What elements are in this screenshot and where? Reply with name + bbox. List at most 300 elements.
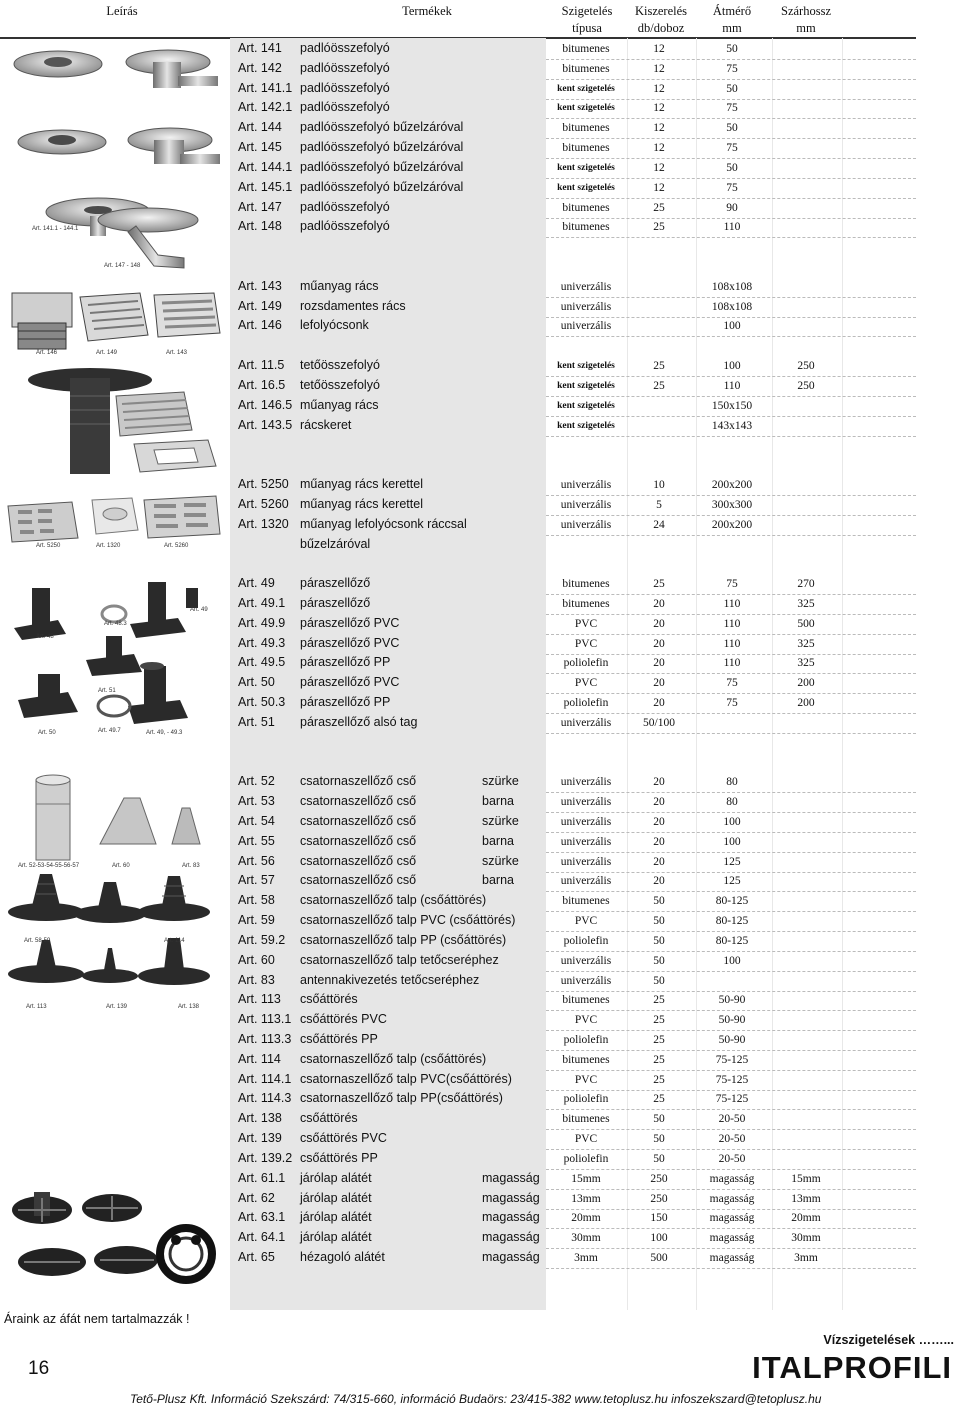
table-row <box>236 179 916 199</box>
insulation-type: univerzális <box>560 796 612 809</box>
product-note: magasság <box>482 1170 540 1185</box>
product-name: bűzelzáróval <box>300 536 371 551</box>
header-szarhossz: Szárhossz <box>781 4 831 18</box>
diameter: 200x200 <box>711 518 753 531</box>
article-number: Art. 59 <box>238 913 275 928</box>
table-row <box>236 872 916 892</box>
diameter: 75 <box>726 697 738 710</box>
product-name: padlóösszefolyó bűzelzáróval <box>300 120 464 135</box>
product-name: lefolyócsonk <box>300 318 369 333</box>
table-row <box>236 357 916 377</box>
product-name: csatornaszellőző talp (csőáttörés) <box>300 1051 487 1066</box>
article-number: Art. 50 <box>238 675 275 690</box>
diameter: 110 <box>723 617 741 630</box>
vapour-vent-illustration <box>8 580 220 740</box>
article-number: Art. 59.2 <box>238 932 286 947</box>
table-row <box>236 793 916 813</box>
insulation-type: univerzális <box>560 954 612 967</box>
product-name: csatornaszellőző talp tetőcseréphez <box>300 952 499 967</box>
picture-label: Art. 1320 <box>96 543 121 549</box>
insulation-type: univerzális <box>560 498 612 511</box>
product-name: csatornaszellőző cső <box>300 833 417 848</box>
pack-quantity: 50 <box>653 915 665 928</box>
article-number: Art. 51 <box>238 714 275 729</box>
sewer-vent-illustration <box>6 774 220 1014</box>
diameter: 80-125 <box>715 915 749 928</box>
pack-quantity: 12 <box>653 62 665 75</box>
picture-label: Art. 48.3 <box>104 621 127 627</box>
product-name: járólap alátét <box>300 1230 372 1245</box>
table-row <box>236 714 916 734</box>
article-number: Art. 52 <box>238 774 275 789</box>
insulation-type: PVC <box>574 677 598 690</box>
pack-quantity: 12 <box>653 43 665 55</box>
picture-label: Art. 146 <box>36 350 58 356</box>
table-row <box>236 258 916 278</box>
picture-label: Art. 48 <box>36 634 54 640</box>
table-row <box>236 1150 916 1170</box>
insulation-type: kent szigetelés <box>557 162 615 173</box>
product-name: csatornaszellőző talp PVC(csőáttörés) <box>300 1071 512 1086</box>
table-row <box>236 1031 916 1051</box>
pack-quantity: 25 <box>653 221 665 234</box>
pack-quantity: 25 <box>653 201 665 214</box>
product-name: padlóösszefolyó bűzelzáróval <box>300 179 464 194</box>
insulation-type: poliolefin <box>563 1093 609 1106</box>
diameter: 150x150 <box>711 399 753 412</box>
diameter: 75 <box>726 62 738 75</box>
pack-quantity: 25 <box>653 578 665 591</box>
table-row <box>236 536 916 556</box>
diameter: 50 <box>726 43 738 55</box>
table-row <box>236 1190 916 1210</box>
pack-quantity: 20 <box>653 637 665 650</box>
picture-label: Art. 51 <box>98 688 116 694</box>
insulation-type: bitumenes <box>562 1053 610 1066</box>
pack-quantity: 50 <box>653 954 665 967</box>
table-row <box>236 496 916 516</box>
insulation-type: univerzális <box>560 875 612 888</box>
article-number: Art. 113.1 <box>238 1012 292 1027</box>
product-name: tetőösszefolyó <box>300 377 380 392</box>
pack-quantity: 50 <box>653 974 665 987</box>
product-note: barna <box>482 873 514 888</box>
insulation-type: bitumenes <box>562 142 610 155</box>
product-note: magasság <box>482 1230 540 1245</box>
product-name: páraszellőző alsó tag <box>300 714 418 729</box>
product-note: magasság <box>482 1210 540 1225</box>
table-row <box>236 952 916 972</box>
diameter: 100 <box>723 320 741 333</box>
article-number: Art. 149 <box>238 298 282 313</box>
shaft-length: 20mm <box>791 1212 821 1225</box>
article-number: Art. 16.5 <box>238 377 286 392</box>
diameter: 20-50 <box>718 1152 746 1165</box>
picture-label: Art. 139 <box>106 1004 128 1010</box>
product-name: csatornaszellőző cső <box>300 853 417 868</box>
insulation-type: 30mm <box>571 1232 601 1245</box>
insulation-type: poliolefin <box>563 1152 609 1165</box>
diameter: 75-125 <box>715 1053 749 1066</box>
diameter: 108x108 <box>711 280 753 293</box>
insulation-type: bitumenes <box>562 597 610 610</box>
product-note: barna <box>482 833 514 848</box>
header-leiras: Leírás <box>106 4 138 18</box>
product-name: csatornaszellőző talp (csőáttörés) <box>300 893 487 908</box>
pack-quantity: 12 <box>653 82 665 95</box>
diameter: 110 <box>723 637 741 650</box>
diameter: magasság <box>709 1232 755 1245</box>
diameter: 200x200 <box>711 479 753 492</box>
insulation-type: univerzális <box>560 320 612 333</box>
product-name: csatornaszellőző cső <box>300 873 417 888</box>
insulation-type: PVC <box>574 1073 598 1086</box>
pack-quantity: 12 <box>653 122 665 135</box>
pack-quantity: 150 <box>650 1212 668 1225</box>
insulation-type: 3mm <box>574 1252 598 1265</box>
product-name: műanyag lefolyócsonk ráccsal <box>300 516 467 531</box>
article-number: Art. 5250 <box>238 477 289 492</box>
article-number: Art. 147 <box>238 199 282 214</box>
product-name: járólap alátét <box>300 1170 372 1185</box>
article-number: Art. 62 <box>238 1190 275 1205</box>
insulation-type: bitumenes <box>562 122 610 135</box>
article-number: Art. 141.1 <box>238 80 293 95</box>
insulation-type: univerzális <box>560 835 612 848</box>
table-header <box>0 0 960 38</box>
product-note: szürke <box>482 774 519 789</box>
insulation-type: 15mm <box>571 1172 601 1185</box>
pack-quantity: 25 <box>653 379 665 392</box>
table-row <box>236 892 916 912</box>
table-row <box>236 1249 916 1269</box>
table-row <box>236 119 916 139</box>
pack-quantity: 20 <box>653 875 665 888</box>
insulation-type: bitumenes <box>562 895 610 908</box>
article-number: Art. 56 <box>238 853 275 868</box>
table-row <box>236 1110 916 1130</box>
pack-quantity: 25 <box>653 360 665 373</box>
table-row <box>236 317 916 337</box>
header-kiszereles: Kiszerelés <box>634 4 688 18</box>
table-row <box>236 436 916 456</box>
table-row <box>236 417 916 437</box>
pack-quantity: 250 <box>650 1192 668 1205</box>
article-number: Art. 64.1 <box>238 1230 286 1245</box>
article-number: Art. 114.1 <box>238 1071 292 1086</box>
product-note: magasság <box>482 1250 540 1265</box>
insulation-type: PVC <box>574 1014 598 1027</box>
picture-label: Art. 149 <box>96 350 118 356</box>
diameter: 110 <box>723 597 741 610</box>
diameter: 50 <box>726 82 738 95</box>
shaft-length: 15mm <box>791 1172 821 1185</box>
article-number: Art. 145.1 <box>238 179 293 194</box>
diameter: magasság <box>709 1252 755 1265</box>
article-number: Art. 60 <box>238 952 275 967</box>
product-name: páraszellőző PVC <box>300 635 400 650</box>
product-name: padlóösszefolyó <box>300 100 390 115</box>
article-number: Art. 49 <box>238 576 275 591</box>
product-name: műanyag rács <box>300 397 379 412</box>
table-row <box>236 555 916 575</box>
insulation-type: 20mm <box>571 1212 601 1225</box>
diameter: 143x143 <box>711 419 753 432</box>
table-row <box>236 1011 916 1031</box>
shaft-length: 13mm <box>791 1192 821 1205</box>
diameter: 20-50 <box>718 1133 746 1146</box>
pack-quantity: 20 <box>653 855 665 868</box>
pack-quantity: 50 <box>653 895 665 908</box>
table-row <box>236 99 916 119</box>
insulation-type: bitumenes <box>562 1113 610 1126</box>
product-name: padlóösszefolyó <box>300 199 390 214</box>
picture-label: Art. 141.1 - 144.1 <box>32 226 79 232</box>
diameter: 125 <box>723 875 741 888</box>
insulation-type: bitumenes <box>562 578 610 591</box>
product-name: páraszellőző PP <box>300 695 391 710</box>
pack-quantity: 12 <box>653 161 665 174</box>
diameter: 110 <box>723 379 741 392</box>
insulation-type: kent szigetelés <box>557 400 615 411</box>
header-tipusa: típusa <box>572 21 602 35</box>
insulation-type: kent szigetelés <box>557 420 615 431</box>
table-row <box>236 456 916 476</box>
diameter: 75 <box>726 102 738 115</box>
picture-label: Art. 50 <box>38 730 56 736</box>
diameter: 75 <box>726 142 738 155</box>
product-name: hézagoló alátét <box>300 1250 385 1265</box>
insulation-type: univerzális <box>560 280 612 293</box>
shaft-length: 250 <box>797 379 815 392</box>
diameter: magasság <box>709 1172 755 1185</box>
article-number: Art. 141 <box>238 41 282 55</box>
insulation-type: kent szigetelés <box>557 182 615 193</box>
shaft-length: 200 <box>797 677 815 690</box>
product-note: magasság <box>482 1190 540 1205</box>
picture-label: Art. 49, - 49.3 <box>146 730 183 736</box>
article-number: Art. 49.5 <box>238 655 286 670</box>
product-name: műanyag rács kerettel <box>300 477 423 492</box>
shaft-length: 325 <box>797 637 815 650</box>
insulation-type: PVC <box>574 1133 598 1146</box>
header-db-doboz: db/doboz <box>637 21 685 35</box>
product-name: csőáttörés PVC <box>300 1012 387 1027</box>
floor-drain-illustration <box>8 40 230 272</box>
diameter: 50-90 <box>718 1014 746 1027</box>
diameter: 80-125 <box>715 934 749 947</box>
product-name: padlóösszefolyó <box>300 80 390 95</box>
pack-quantity: 250 <box>650 1172 668 1185</box>
diameter: 50-90 <box>718 994 746 1007</box>
table-row <box>236 1130 916 1150</box>
table-row <box>236 575 916 595</box>
product-name: páraszellőző <box>300 595 371 610</box>
product-note: barna <box>482 794 514 809</box>
table-row <box>236 60 916 80</box>
insulation-type: PVC <box>574 637 598 650</box>
header-termekek: Termékek <box>402 4 452 18</box>
article-number: Art. 138 <box>238 1111 282 1126</box>
table-row <box>236 377 916 397</box>
vat-note: Áraink az áfát nem tartalmazzák ! <box>4 1312 190 1326</box>
article-number: Art. 142 <box>238 60 282 75</box>
table-row <box>236 734 916 754</box>
picture-label: Art. 138 <box>178 1004 200 1010</box>
diameter: 300x300 <box>711 498 753 511</box>
table-row <box>236 654 916 674</box>
insulation-type: univerzális <box>560 479 612 492</box>
diameter: 108x108 <box>711 300 753 313</box>
shaft-length: 325 <box>797 597 815 610</box>
table-row <box>236 298 916 318</box>
pack-quantity: 25 <box>653 1053 665 1066</box>
table-row <box>236 1170 916 1190</box>
pack-quantity: 100 <box>650 1232 668 1245</box>
diameter: 50 <box>726 161 738 174</box>
product-name: műanyag rács <box>300 278 379 293</box>
picture-label: Art. 49 <box>190 607 208 613</box>
shaft-length: 270 <box>797 578 815 591</box>
diameter: 75 <box>726 181 738 194</box>
article-number: Art. 143.5 <box>238 417 293 432</box>
picture-label: Art. 114 <box>164 938 185 944</box>
article-number: Art. 1320 <box>238 516 289 531</box>
table-row <box>236 397 916 417</box>
table-row <box>236 972 916 992</box>
diameter: 110 <box>723 221 741 234</box>
table-row <box>236 139 916 159</box>
diameter: magasság <box>709 1192 755 1205</box>
table-row <box>236 238 916 258</box>
diameter: 75 <box>726 677 738 690</box>
table-row <box>236 991 916 1011</box>
insulation-type: bitumenes <box>562 201 610 214</box>
picture-label: Art. 83 <box>182 863 200 869</box>
table-row <box>236 833 916 853</box>
product-name: csőáttörés <box>300 992 358 1007</box>
product-name: padlóösszefolyó bűzelzáróval <box>300 159 464 174</box>
article-number: Art. 143 <box>238 278 282 293</box>
product-name: csatornaszellőző talp PP (csőáttörés) <box>300 932 507 947</box>
pack-quantity: 10 <box>653 479 665 492</box>
shaft-length: 500 <box>797 617 815 630</box>
pack-quantity: 20 <box>653 697 665 710</box>
article-number: Art. 146 <box>238 318 282 333</box>
table-row <box>236 278 916 298</box>
product-name: antennakivezetés tetőcseréphez <box>300 972 480 987</box>
section-title: Vízszigetelések ……... <box>823 1333 954 1347</box>
diameter: 100 <box>723 954 741 967</box>
insulation-type: bitumenes <box>562 43 610 55</box>
product-name: csőáttörés PP <box>300 1032 378 1046</box>
diameter: 90 <box>726 201 738 214</box>
article-number: Art. 65 <box>238 1250 275 1265</box>
table-row <box>236 773 916 793</box>
diameter: 80 <box>726 776 738 789</box>
pack-quantity: 50 <box>653 934 665 947</box>
picture-label: Art. 49.7 <box>98 728 121 734</box>
table-row <box>236 912 916 932</box>
table-row <box>236 337 916 357</box>
insulation-type: univerzális <box>560 815 612 828</box>
grate-illustration <box>8 285 224 353</box>
product-name: padlóösszefolyó <box>300 41 390 55</box>
article-number: Art. 144.1 <box>238 159 293 174</box>
article-number: Art. 142.1 <box>238 100 293 115</box>
article-number: Art. 61.1 <box>238 1170 286 1185</box>
insulation-type: poliolefin <box>563 657 609 670</box>
article-number: Art. 113.3 <box>238 1032 292 1046</box>
table-row <box>236 476 916 496</box>
product-name: csőáttörés PP <box>300 1150 378 1165</box>
pack-quantity: 12 <box>653 142 665 155</box>
insulation-type: univerzális <box>560 776 612 789</box>
product-name: járólap alátét <box>300 1210 372 1225</box>
diameter: 75-125 <box>715 1093 749 1106</box>
diameter: 80-125 <box>715 895 749 908</box>
product-name: padlóösszefolyó bűzelzáróval <box>300 140 464 155</box>
table-row <box>236 674 916 694</box>
article-number: Art. 50.3 <box>238 695 286 710</box>
diameter: 100 <box>723 835 741 848</box>
insulation-type: bitumenes <box>562 994 610 1007</box>
insulation-type: kent szigetelés <box>557 361 615 372</box>
diameter: magasság <box>709 1212 755 1225</box>
pack-quantity: 12 <box>653 102 665 115</box>
table-row <box>236 615 916 635</box>
insulation-type: kent szigetelés <box>557 380 615 391</box>
product-name: csatornaszellőző talp PP(csőáttörés) <box>300 1091 503 1106</box>
pack-quantity: 12 <box>653 181 665 194</box>
table-row <box>236 694 916 714</box>
pack-quantity: 24 <box>653 518 665 531</box>
product-name: rozsdamentes rács <box>300 298 406 313</box>
picture-label: Art. 5250 <box>36 543 61 549</box>
product-name: páraszellőző PP <box>300 655 391 670</box>
brand-logo: ITALPROFILI <box>752 1350 952 1385</box>
picture-label: Art. 147 - 148 <box>104 263 141 269</box>
article-number: Art. 146.5 <box>238 397 293 412</box>
insulation-type: poliolefin <box>563 697 609 710</box>
product-name: padlóösszefolyó <box>300 219 390 234</box>
article-number: Art. 145 <box>238 140 282 155</box>
product-name: csatornaszellőző cső <box>300 774 417 789</box>
pack-quantity: 20 <box>653 617 665 630</box>
pack-quantity: 50/100 <box>643 716 675 729</box>
shaft-length: 30mm <box>791 1232 821 1245</box>
header-atmero-unit: mm <box>722 21 742 35</box>
pack-quantity: 50 <box>653 1152 665 1165</box>
insulation-type: 13mm <box>571 1192 601 1205</box>
contact-line: Tető-Plusz Kft. Információ Szekszárd: 74/315-660, információ Budaörs: 23/415-382 www.tetoplusz.hu infoszekszard@tetoplusz.hu <box>130 1392 822 1406</box>
product-note: szürke <box>482 853 519 868</box>
product-name: páraszellőző PVC <box>300 675 400 690</box>
product-name: csőáttörés PVC <box>300 1131 387 1146</box>
product-name: rácskeret <box>300 417 352 432</box>
table-row <box>236 159 916 179</box>
page-number: 16 <box>28 1358 50 1379</box>
diameter: 100 <box>723 360 741 373</box>
table-row <box>236 199 916 219</box>
insulation-type: kent szigetelés <box>557 103 615 114</box>
table-row <box>236 1071 916 1091</box>
diameter: 75-125 <box>715 1073 749 1086</box>
article-number: Art. 63.1 <box>238 1210 286 1225</box>
article-number: Art. 53 <box>238 794 275 809</box>
table-row <box>236 40 916 60</box>
product-name: páraszellőző PVC <box>300 615 400 630</box>
